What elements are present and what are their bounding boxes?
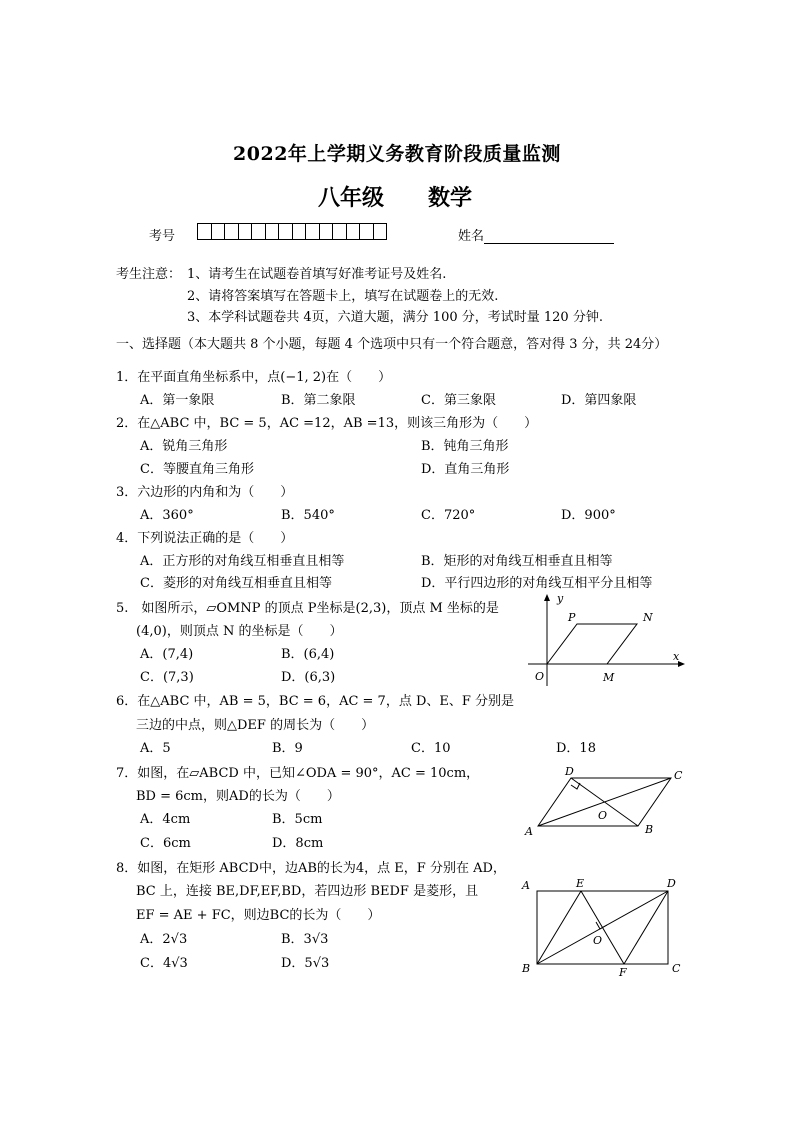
option-c: C．6cm: [140, 836, 191, 851]
option-b: B．(6,4): [281, 647, 335, 662]
option-a: A．锐角三角形: [140, 439, 228, 454]
option-c: C．(7,3): [140, 670, 194, 685]
label-o: O: [593, 934, 603, 947]
notice-label: 考生注意：: [116, 267, 182, 282]
label-e: E: [576, 877, 585, 890]
option-c: C．第三象限: [421, 393, 496, 408]
option-a: A．(7,4): [140, 647, 194, 662]
label-y: y: [557, 592, 564, 605]
question-stem: EF = AE + FC，则边BC的长为（ ）: [136, 908, 381, 923]
question-stem: 5. 如图所示，▱OMNP 的顶点 P坐标是(2,3)，顶点 M 坐标的是: [116, 601, 499, 616]
question-stem: 三边的中点，则△DEF 的周长为（ ）: [136, 718, 375, 733]
option-c: C．10: [411, 741, 451, 756]
option-d: D．5√3: [281, 956, 330, 971]
notice-item: 3、本学科试题卷共 4页，六道大题，满分 100 分，考试时量 120 分钟.: [187, 310, 603, 325]
label-n: N: [643, 611, 653, 624]
figure-q8-rectangle: [515, 872, 690, 980]
question-stem: (4,0)，则顶点 N 的坐标是（ ）: [136, 624, 343, 639]
label-m: M: [603, 671, 615, 684]
question-stem: 6．在△ABC 中，AB = 5，BC = 6，AC = 7，点 D、E、F 分别是: [116, 694, 515, 709]
notice-item: 2、请将答案填写在答题卡上，填写在试题卷上的无效.: [187, 289, 499, 304]
label-o: O: [535, 670, 545, 683]
question-stem: 3．六边形的内角和为（ ）: [116, 485, 294, 500]
exam-no-boxes[interactable]: [197, 223, 387, 240]
question-stem: 7．如图，在▱ABCD 中，已知∠ODA = 90°，AC = 10cm，: [116, 766, 480, 781]
figure-q5-parallelogram: [520, 590, 690, 690]
option-a: A．5: [140, 741, 171, 756]
label-o: O: [598, 809, 608, 822]
option-d: D．直角三角形: [421, 462, 510, 477]
option-c: C．4√3: [140, 956, 188, 971]
label-b: B: [645, 823, 654, 836]
name-label: 姓名: [458, 229, 485, 244]
question-stem: 8．如图，在矩形 ABCD中，边AB的长为4，点 E，F 分别在 AD，: [116, 861, 506, 876]
question-stem: 4．下列说法正确的是（ ）: [116, 531, 294, 546]
question-stem: 1．在平面直角坐标系中，点(−1, 2)在（ ）: [116, 370, 392, 385]
option-d: D．18: [556, 741, 596, 756]
option-b: B．第二象限: [281, 393, 356, 408]
label-d: D: [565, 765, 574, 778]
option-b: B．540°: [281, 508, 335, 523]
label-p: P: [568, 611, 576, 624]
option-d: D．900°: [561, 508, 616, 523]
option-b: B．钝角三角形: [421, 439, 509, 454]
question-stem: 2．在△ABC 中，BC = 5，AC =12，AB =13，则该三角形为（ ）: [116, 416, 538, 431]
option-d: D．(6,3): [281, 670, 336, 685]
option-c: C．等腰直角三角形: [140, 462, 254, 477]
option-c: C．720°: [421, 508, 476, 523]
figure-q7-parallelogram: [518, 762, 690, 842]
label-b: B: [522, 962, 531, 975]
option-a: A．第一象限: [140, 393, 215, 408]
subject-label: 数学: [428, 185, 473, 211]
label-c: C: [672, 962, 681, 975]
grade-label: 八年级: [318, 185, 385, 211]
option-b: B．9: [272, 741, 303, 756]
exam-title: 2022年上学期义务教育阶段质量监测: [233, 143, 561, 165]
exam-subtitle: [318, 181, 516, 212]
question-stem: BC 上，连接 BE,DF,EF,BD，若四边形 BEDF 是菱形，且: [136, 884, 479, 899]
label-x: x: [673, 650, 680, 663]
option-d: D．第四象限: [561, 393, 637, 408]
option-d: D．8cm: [272, 836, 324, 851]
label-f: F: [619, 966, 627, 979]
question-stem: BD = 6cm，则AD的长为（ ）: [136, 789, 340, 804]
notice-item: 1、请考生在试题卷首填写好准考证号及姓名.: [187, 267, 447, 282]
name-line[interactable]: [484, 230, 614, 244]
option-a: A．2√3: [140, 932, 188, 947]
option-a: A．正方形的对角线互相垂直且相等: [140, 554, 345, 569]
option-b: B．5cm: [272, 812, 323, 827]
label-a: A: [522, 879, 530, 892]
exam-no-label: 考号: [149, 229, 176, 244]
label-c: C: [674, 769, 683, 782]
label-a: A: [525, 825, 533, 838]
option-a: A．360°: [140, 508, 194, 523]
section-heading: 一、选择题（本大题共 8 个小题，每题 4 个选项中只有一个符合题意，答对得 3 分，共 24分）: [116, 337, 668, 352]
option-d: D．平行四边形的对角线互相平分且相等: [421, 576, 653, 591]
option-b: B．矩形的对角线互相垂直且相等: [421, 554, 613, 569]
name-field[interactable]: [458, 225, 614, 244]
option-a: A．4cm: [140, 812, 191, 827]
option-b: B．3√3: [281, 932, 329, 947]
label-d: D: [667, 877, 676, 890]
option-c: C．菱形的对角线互相垂直且相等: [140, 576, 332, 591]
